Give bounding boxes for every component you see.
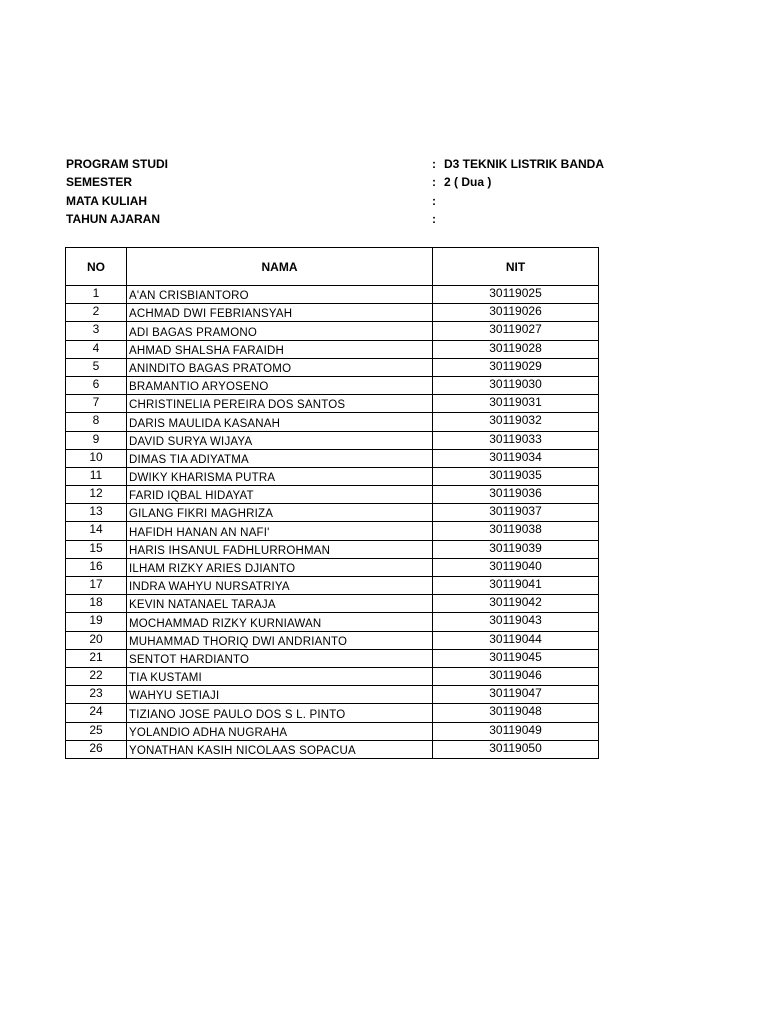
table-row [66,631,599,649]
table-row [66,431,599,449]
row-number: 7 [66,395,127,413]
row-number: 16 [66,558,127,576]
row-number: 25 [66,722,127,740]
header-row-program-studi [66,155,606,173]
semester-value: 2 ( Dua ) [444,175,492,190]
table-row [66,558,599,576]
student-name: MOCHAMMAD RIZKY KURNIAWAN [127,613,433,631]
semester-colon: : [432,175,436,190]
table-row [66,395,599,413]
program-studi-label: PROGRAM STUDI [66,157,168,171]
student-name: A'AN CRISBIANTORO [127,286,433,304]
student-name: GILANG FIKRI MAGHRIZA [127,504,433,522]
student-name: MUHAMMAD THORIQ DWI ANDRIANTO [127,631,433,649]
student-nit: 30119045 [433,649,599,667]
table-row [66,522,599,540]
row-number: 8 [66,413,127,431]
tahun-ajaran-label: TAHUN AJARAN [66,211,160,226]
student-name: SENTOT HARDIANTO [127,649,433,667]
mata-kuliah-label: MATA KULIAH [66,193,148,208]
column-header-nit: NIT [433,248,599,286]
document-header [66,155,606,228]
row-number: 21 [66,649,127,667]
student-name: ILHAM RIZKY ARIES DJIANTO [127,558,433,576]
student-nit: 30119050 [433,740,599,758]
student-name: DARIS MAULIDA KASANAH [127,413,433,431]
program-studi-value: D3 TEKNIK LISTRIK BANDA [444,157,605,171]
student-nit: 30119036 [433,486,599,504]
table-row [66,322,599,340]
student-name: ACHMAD DWI FEBRIANSYAH [127,304,433,322]
header-row-mata-kuliah [66,192,606,210]
student-name: YOLANDIO ADHA NUGRAHA [127,722,433,740]
row-number: 2 [66,304,127,322]
table-row [66,613,599,631]
row-number: 10 [66,449,127,467]
student-name: ANINDITO BAGAS PRATOMO [127,358,433,376]
row-number: 13 [66,504,127,522]
student-nit: 30119033 [433,431,599,449]
table-row [66,722,599,740]
student-nit: 30119034 [433,449,599,467]
table-row [66,504,599,522]
student-nit: 30119032 [433,413,599,431]
table-row [66,704,599,722]
row-number: 9 [66,431,127,449]
student-nit: 30119042 [433,595,599,613]
row-number: 19 [66,613,127,631]
student-nit: 30119030 [433,376,599,394]
student-name: DWIKY KHARISMA PUTRA [127,467,433,485]
student-nit: 30119028 [433,340,599,358]
student-nit: 30119044 [433,631,599,649]
row-number: 17 [66,577,127,595]
student-nit: 30119039 [433,540,599,558]
student-name: HARIS IHSANUL FADHLURROHMAN [127,540,433,558]
row-number: 12 [66,486,127,504]
row-number: 3 [66,322,127,340]
student-nit: 30119027 [433,322,599,340]
student-name: CHRISTINELIA PEREIRA DOS SANTOS [127,395,433,413]
row-number: 22 [66,667,127,685]
student-name: INDRA WAHYU NURSATRIYA [127,577,433,595]
row-number: 4 [66,340,127,358]
student-name: FARID IQBAL HIDAYAT [127,486,433,504]
student-nit: 30119026 [433,304,599,322]
student-nit: 30119046 [433,667,599,685]
student-name: ADI BAGAS PRAMONO [127,322,433,340]
student-name: AHMAD SHALSHA FARAIDH [127,340,433,358]
row-number: 6 [66,376,127,394]
student-nit: 30119029 [433,358,599,376]
mata-kuliah-colon: : [432,193,436,208]
student-name: YONATHAN KASIH NICOLAAS SOPACUA [127,740,433,758]
header-row-semester [66,173,606,191]
semester-label: SEMESTER [66,175,133,190]
student-name: TIZIANO JOSE PAULO DOS S L. PINTO [127,704,433,722]
student-nit: 30119040 [433,558,599,576]
student-nit: 30119038 [433,522,599,540]
student-nit: 30119025 [433,286,599,304]
column-header-no: NO [66,248,127,286]
row-number: 15 [66,540,127,558]
student-nit: 30119048 [433,704,599,722]
program-studi-colon: : [432,157,436,171]
tahun-ajaran-colon: : [432,211,436,226]
row-number: 23 [66,686,127,704]
table-header-row [66,248,599,286]
row-number: 26 [66,740,127,758]
row-number: 20 [66,631,127,649]
student-nit: 30119031 [433,395,599,413]
row-number: 14 [66,522,127,540]
student-nit: 30119043 [433,613,599,631]
student-nit: 30119037 [433,504,599,522]
table-row [66,667,599,685]
table-row [66,376,599,394]
student-roster-table [65,247,599,759]
table-row [66,413,599,431]
student-name: KEVIN NATANAEL TARAJA [127,595,433,613]
table-row [66,467,599,485]
student-name: DAVID SURYA WIJAYA [127,431,433,449]
header-row-tahun-ajaran [66,210,606,228]
table-row [66,540,599,558]
table-body [66,286,599,759]
student-name: WAHYU SETIAJI [127,686,433,704]
student-nit: 30119035 [433,467,599,485]
student-name: HAFIDH HANAN AN NAFI' [127,522,433,540]
student-nit: 30119049 [433,722,599,740]
row-number: 1 [66,286,127,304]
student-name: DIMAS TIA ADIYATMA [127,449,433,467]
table-row [66,304,599,322]
column-header-nama: NAMA [127,248,433,286]
table-row [66,740,599,758]
table-row [66,286,599,304]
table-row [66,449,599,467]
row-number: 11 [66,467,127,485]
table-row [66,649,599,667]
table-row [66,486,599,504]
student-nit: 30119041 [433,577,599,595]
student-name: TIA KUSTAMI [127,667,433,685]
table-row [66,686,599,704]
student-name: BRAMANTIO ARYOSENO [127,376,433,394]
table-row [66,577,599,595]
table-row [66,340,599,358]
row-number: 18 [66,595,127,613]
table-row [66,595,599,613]
table-row [66,358,599,376]
student-nit: 30119047 [433,686,599,704]
row-number: 24 [66,704,127,722]
row-number: 5 [66,358,127,376]
